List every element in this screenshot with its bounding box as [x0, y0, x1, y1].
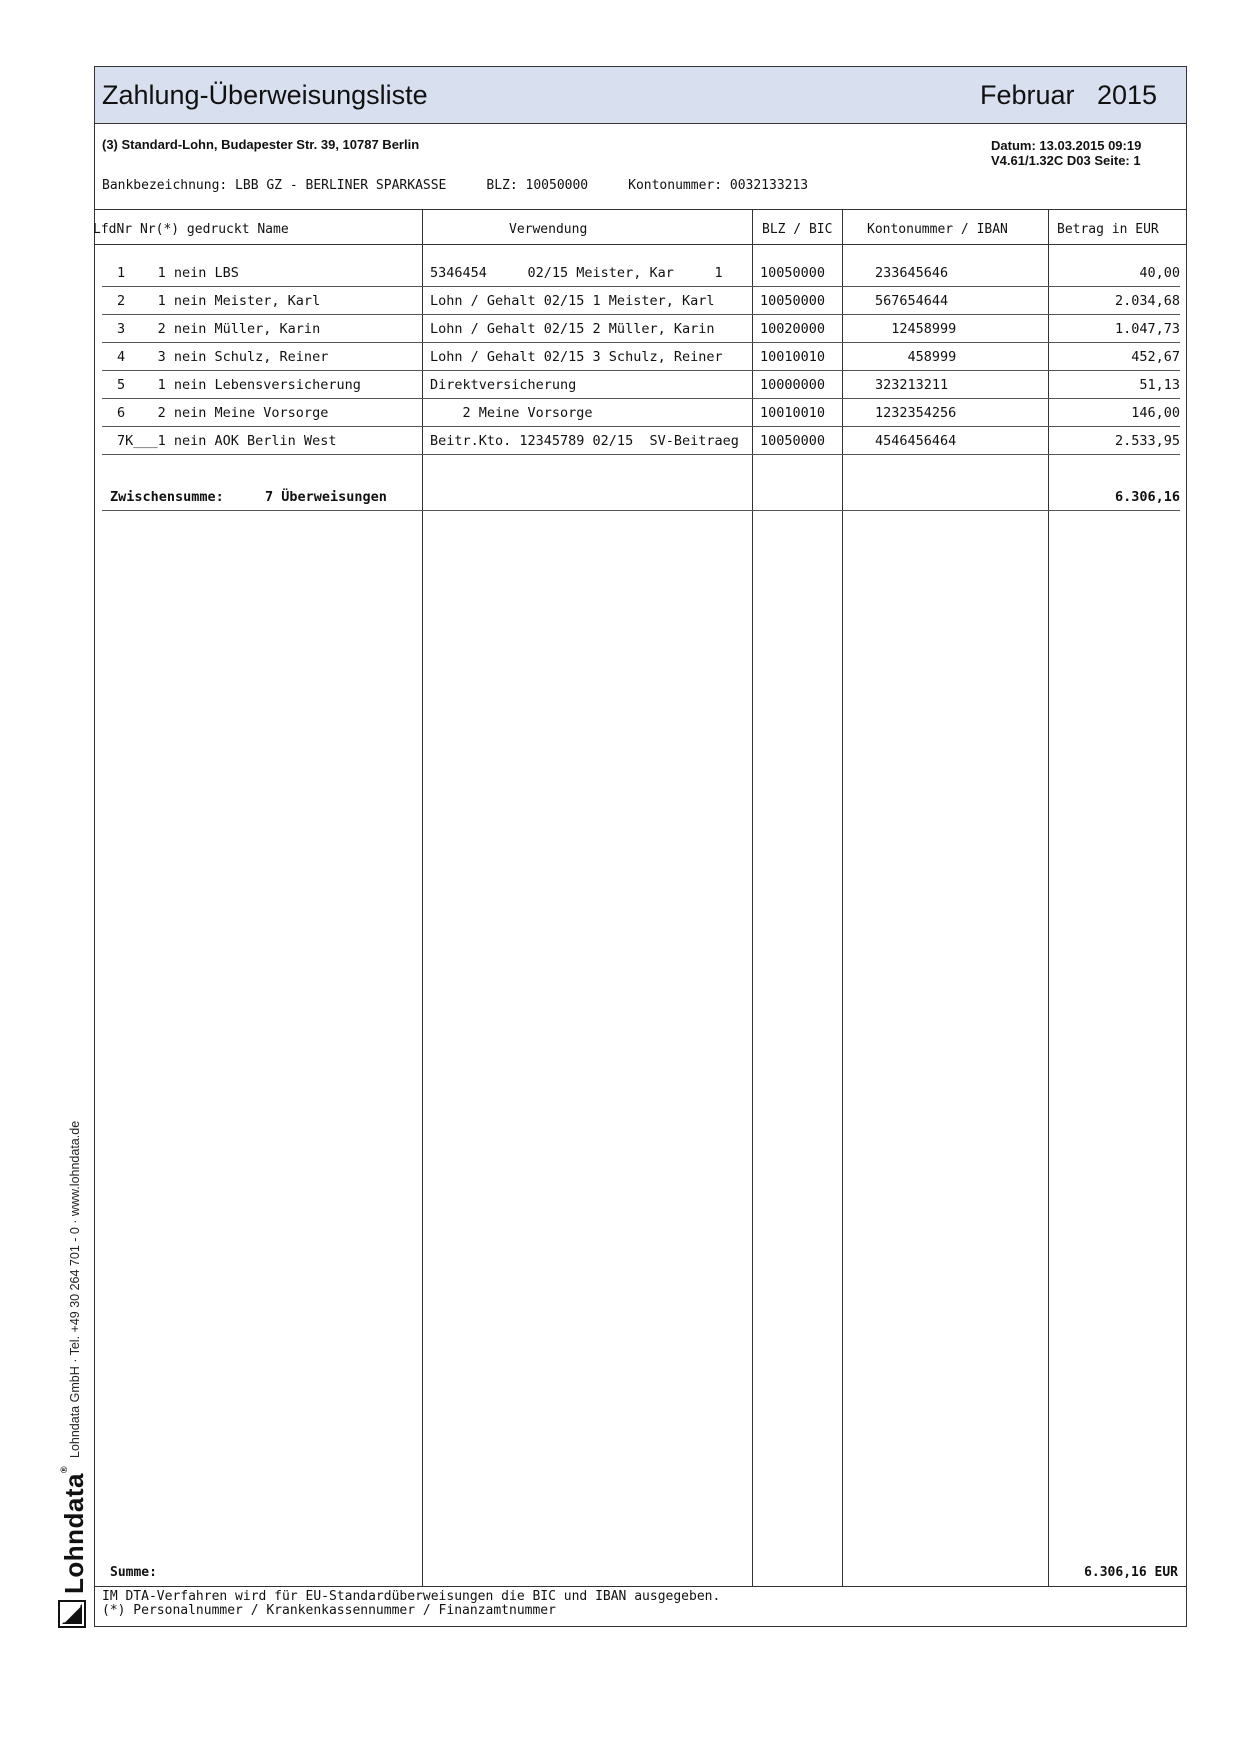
- subtotal-value: 6.306,16: [1114, 489, 1180, 505]
- subtotal-label: Zwischensumme:: [110, 489, 224, 505]
- footnotes: [102, 1590, 720, 1618]
- row-verwendung: 5346454 02/15 Meister, Kar 1: [430, 265, 723, 281]
- row-betrag: 452,67: [1131, 349, 1180, 365]
- row-verwendung: Lohn / Gehalt 02/15 1 Meister, Karl: [430, 293, 715, 309]
- row-betrag: 2.533,95: [1114, 433, 1180, 449]
- date-block: [991, 138, 1141, 168]
- subtotal-count: 7 Überweisungen: [265, 489, 387, 505]
- row-konto: 458999: [875, 349, 957, 365]
- bank-name: Bankbezeichnung: LBB GZ - BERLINER SPARKASSE: [102, 178, 447, 193]
- row-lfd-nr-name: 6 2 nein Meine Vorsorge: [117, 405, 329, 421]
- row-konto: 12458999: [875, 321, 957, 337]
- col-header-konto: Kontonummer / IBAN: [867, 222, 1008, 237]
- col-header-verwendung: Verwendung: [509, 222, 588, 237]
- brand-logo-word: Lohndata: [59, 1473, 89, 1594]
- row-verwendung: Beitr.Kto. 12345789 02/15 SV-Beitraeg: [430, 433, 739, 449]
- row-blz: 10010010: [760, 349, 826, 365]
- page-title: Zahlung-Überweisungsliste: [102, 80, 428, 110]
- table-row: [95, 342, 1180, 370]
- row-blz: 10000000: [760, 377, 826, 393]
- row-verwendung: 2 Meine Vorsorge: [430, 405, 593, 421]
- subtotal-row: [95, 482, 1180, 510]
- row-konto: 323213211: [875, 377, 949, 393]
- version-page: V4.61/1.32C D03 Seite: 1: [991, 153, 1141, 168]
- row-betrag: 40,00: [1139, 265, 1180, 281]
- footer-rule: [95, 1586, 1186, 1587]
- row-blz: 10050000: [760, 433, 826, 449]
- row-verwendung: Lohn / Gehalt 02/15 3 Schulz, Reiner: [430, 349, 723, 365]
- bank-info: [102, 178, 848, 193]
- row-separator: [102, 454, 1180, 455]
- total-value: 6.306,16 EUR: [1084, 1565, 1178, 1580]
- row-lfd-nr-name: 5 1 nein Lebensversicherung: [117, 377, 361, 393]
- brand-contact: Lohndata GmbH · Tel. +49 30 264 701 - 0 · www.lohndata.de: [68, 1120, 82, 1458]
- row-betrag: 1.047,73: [1114, 321, 1180, 337]
- row-betrag: 146,00: [1131, 405, 1180, 421]
- row-lfd-nr-name: 4 3 nein Schulz, Reiner: [117, 349, 329, 365]
- row-lfd-nr-name: 2 1 nein Meister, Karl: [117, 293, 321, 309]
- title-bar: [95, 67, 1186, 124]
- row-verwendung: Lohn / Gehalt 02/15 2 Müller, Karin: [430, 321, 715, 337]
- row-blz: 10020000: [760, 321, 826, 337]
- row-separator: [102, 510, 1180, 511]
- row-blz: 10050000: [760, 265, 826, 281]
- table-row: [95, 426, 1180, 454]
- header-bottom-rule: [95, 244, 1186, 245]
- bank-blz: BLZ: 10050000: [486, 178, 589, 193]
- table-row: [95, 286, 1180, 314]
- row-verwendung: Direktversicherung: [430, 377, 577, 393]
- row-betrag: 2.034,68: [1114, 293, 1180, 309]
- table-row: [95, 398, 1180, 426]
- total-label: Summe:: [110, 1565, 157, 1580]
- row-lfd-nr-name: 7K___1 nein AOK Berlin West: [117, 433, 337, 449]
- row-konto: 4546456464: [875, 433, 957, 449]
- table-row: [95, 314, 1180, 342]
- month-label: Februar: [980, 80, 1075, 110]
- row-betrag: 51,13: [1139, 377, 1180, 393]
- row-blz: 10050000: [760, 293, 826, 309]
- print-date: Datum: 13.03.2015 09:19: [991, 138, 1142, 153]
- row-lfd-nr-name: 3 2 nein Müller, Karin: [117, 321, 321, 337]
- year-label: 2015: [1097, 80, 1158, 110]
- table-row: [95, 370, 1180, 398]
- header-top-rule: [95, 209, 1186, 210]
- company-address: (3) Standard-Lohn, Budapester Str. 39, 10787 Berlin: [102, 137, 420, 152]
- footnote-dta: IM DTA-Verfahren wird für EU-Standardüberweisungen die BIC und IBAN ausgegeben.: [102, 1589, 721, 1604]
- row-konto: 1232354256: [875, 405, 957, 421]
- brand-logo-text: Lohndata®: [59, 1465, 89, 1594]
- row-konto: 233645646: [875, 265, 949, 281]
- row-lfd-nr-name: 1 1 nein LBS: [117, 265, 239, 281]
- col-header-name: LfdNr Nr(*) gedruckt Name: [93, 222, 289, 237]
- col-header-betrag: Betrag in EUR: [1057, 222, 1159, 237]
- footnote-legend: (*) Personalnummer / Krankenkassennummer / Finanzamtnummer: [102, 1603, 556, 1618]
- lohndata-logo-icon: [58, 1600, 86, 1628]
- side-branding: [58, 1068, 92, 1628]
- row-konto: 567654644: [875, 293, 949, 309]
- bank-account: Kontonummer: 0032133213: [628, 178, 809, 193]
- row-blz: 10010010: [760, 405, 826, 421]
- document-frame: [94, 66, 1187, 1627]
- col-header-blz: BLZ / BIC: [762, 222, 833, 237]
- table-row: [95, 258, 1180, 286]
